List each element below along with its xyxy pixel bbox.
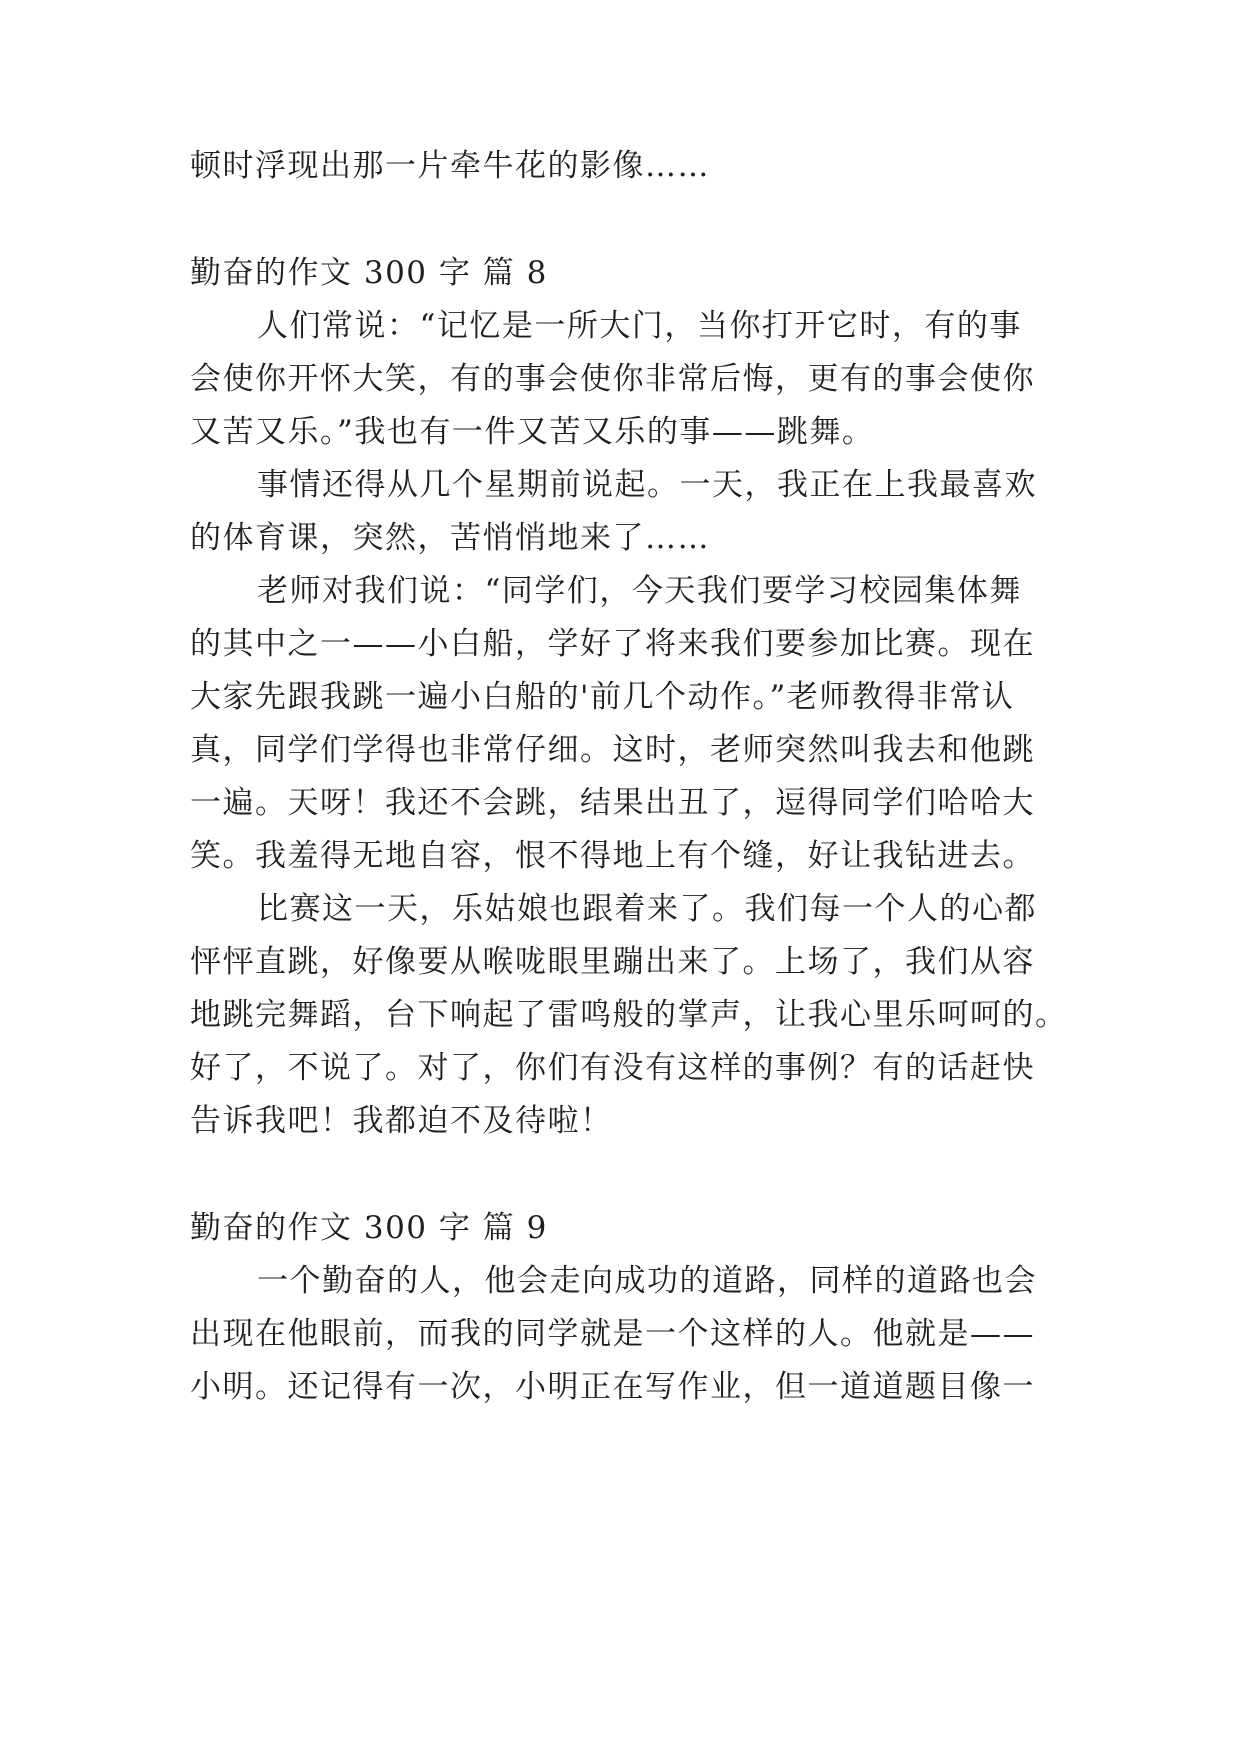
section-8-paragraph-4-line-2: 怦怦直跳，好像要从喉咙眼里蹦出来了。上场了，我们从容 <box>190 944 1035 980</box>
section-9-paragraph-1-line-1: 一个勤奋的人，他会走向成功的道路，同样的道路也会 <box>257 1263 1037 1299</box>
section-8-paragraph-4-line-1: 比赛这一天，乐姑娘也跟着来了。我们每一个人的心都 <box>257 891 1037 927</box>
section-8-paragraph-1-line-2: 会使你开怀大笑，有的事会使你非常后悔，更有的事会使你 <box>190 361 1035 397</box>
intro-line: 顿时浮现出那一片牵牛花的影像…… <box>190 148 710 184</box>
section-9-paragraph-1-line-3: 小明。还记得有一次，小明正在写作业，但一道道题目像一 <box>190 1369 1035 1405</box>
section-8-paragraph-3-line-2: 的其中之一——小白船，学好了将来我们要参加比赛。现在 <box>190 626 1035 662</box>
section-9-heading: 勤奋的作文 300 字 篇 9 <box>190 1210 548 1246</box>
section-8-paragraph-3-line-6: 笑。我羞得无地自容，恨不得地上有个缝，好让我钻进去。 <box>190 838 1035 874</box>
section-8-paragraph-4-line-5: 告诉我吧！我都迫不及待啦！ <box>190 1103 613 1139</box>
section-8-paragraph-3-line-3: 大家先跟我跳一遍小白船的'前几个动作。”老师教得非常认 <box>190 679 1015 715</box>
section-8-paragraph-4-line-4: 好了，不说了。对了，你们有没有这样的事例？有的话赶快 <box>190 1050 1035 1086</box>
section-8-paragraph-1-line-1: 人们常说：“记忆是一所大门，当你打开它时，有的事 <box>257 308 1022 344</box>
section-8-paragraph-3-line-5: 一遍。天呀！我还不会跳，结果出丑了，逗得同学们哈哈大 <box>190 785 1035 821</box>
section-8-paragraph-3-line-4: 真，同学们学得也非常仔细。这时，老师突然叫我去和他跳 <box>190 732 1035 768</box>
section-8-paragraph-1-line-3: 又苦又乐。”我也有一件又苦又乐的事——跳舞。 <box>190 414 875 450</box>
section-8-heading: 勤奋的作文 300 字 篇 8 <box>190 255 548 291</box>
section-9-paragraph-1-line-2: 出现在他眼前，而我的同学就是一个这样的人。他就是—— <box>190 1316 1035 1352</box>
section-8-paragraph-3-line-1: 老师对我们说：“同学们，今天我们要学习校园集体舞 <box>257 573 1022 609</box>
section-8-paragraph-2-line-1: 事情还得从几个星期前说起。一天，我正在上我最喜欢 <box>257 467 1037 503</box>
section-8-paragraph-4-line-3: 地跳完舞蹈，台下响起了雷鸣般的掌声，让我心里乐呵呵的。 <box>190 997 1068 1033</box>
section-8-paragraph-2-line-2: 的体育课，突然，苦悄悄地来了…… <box>190 520 710 556</box>
